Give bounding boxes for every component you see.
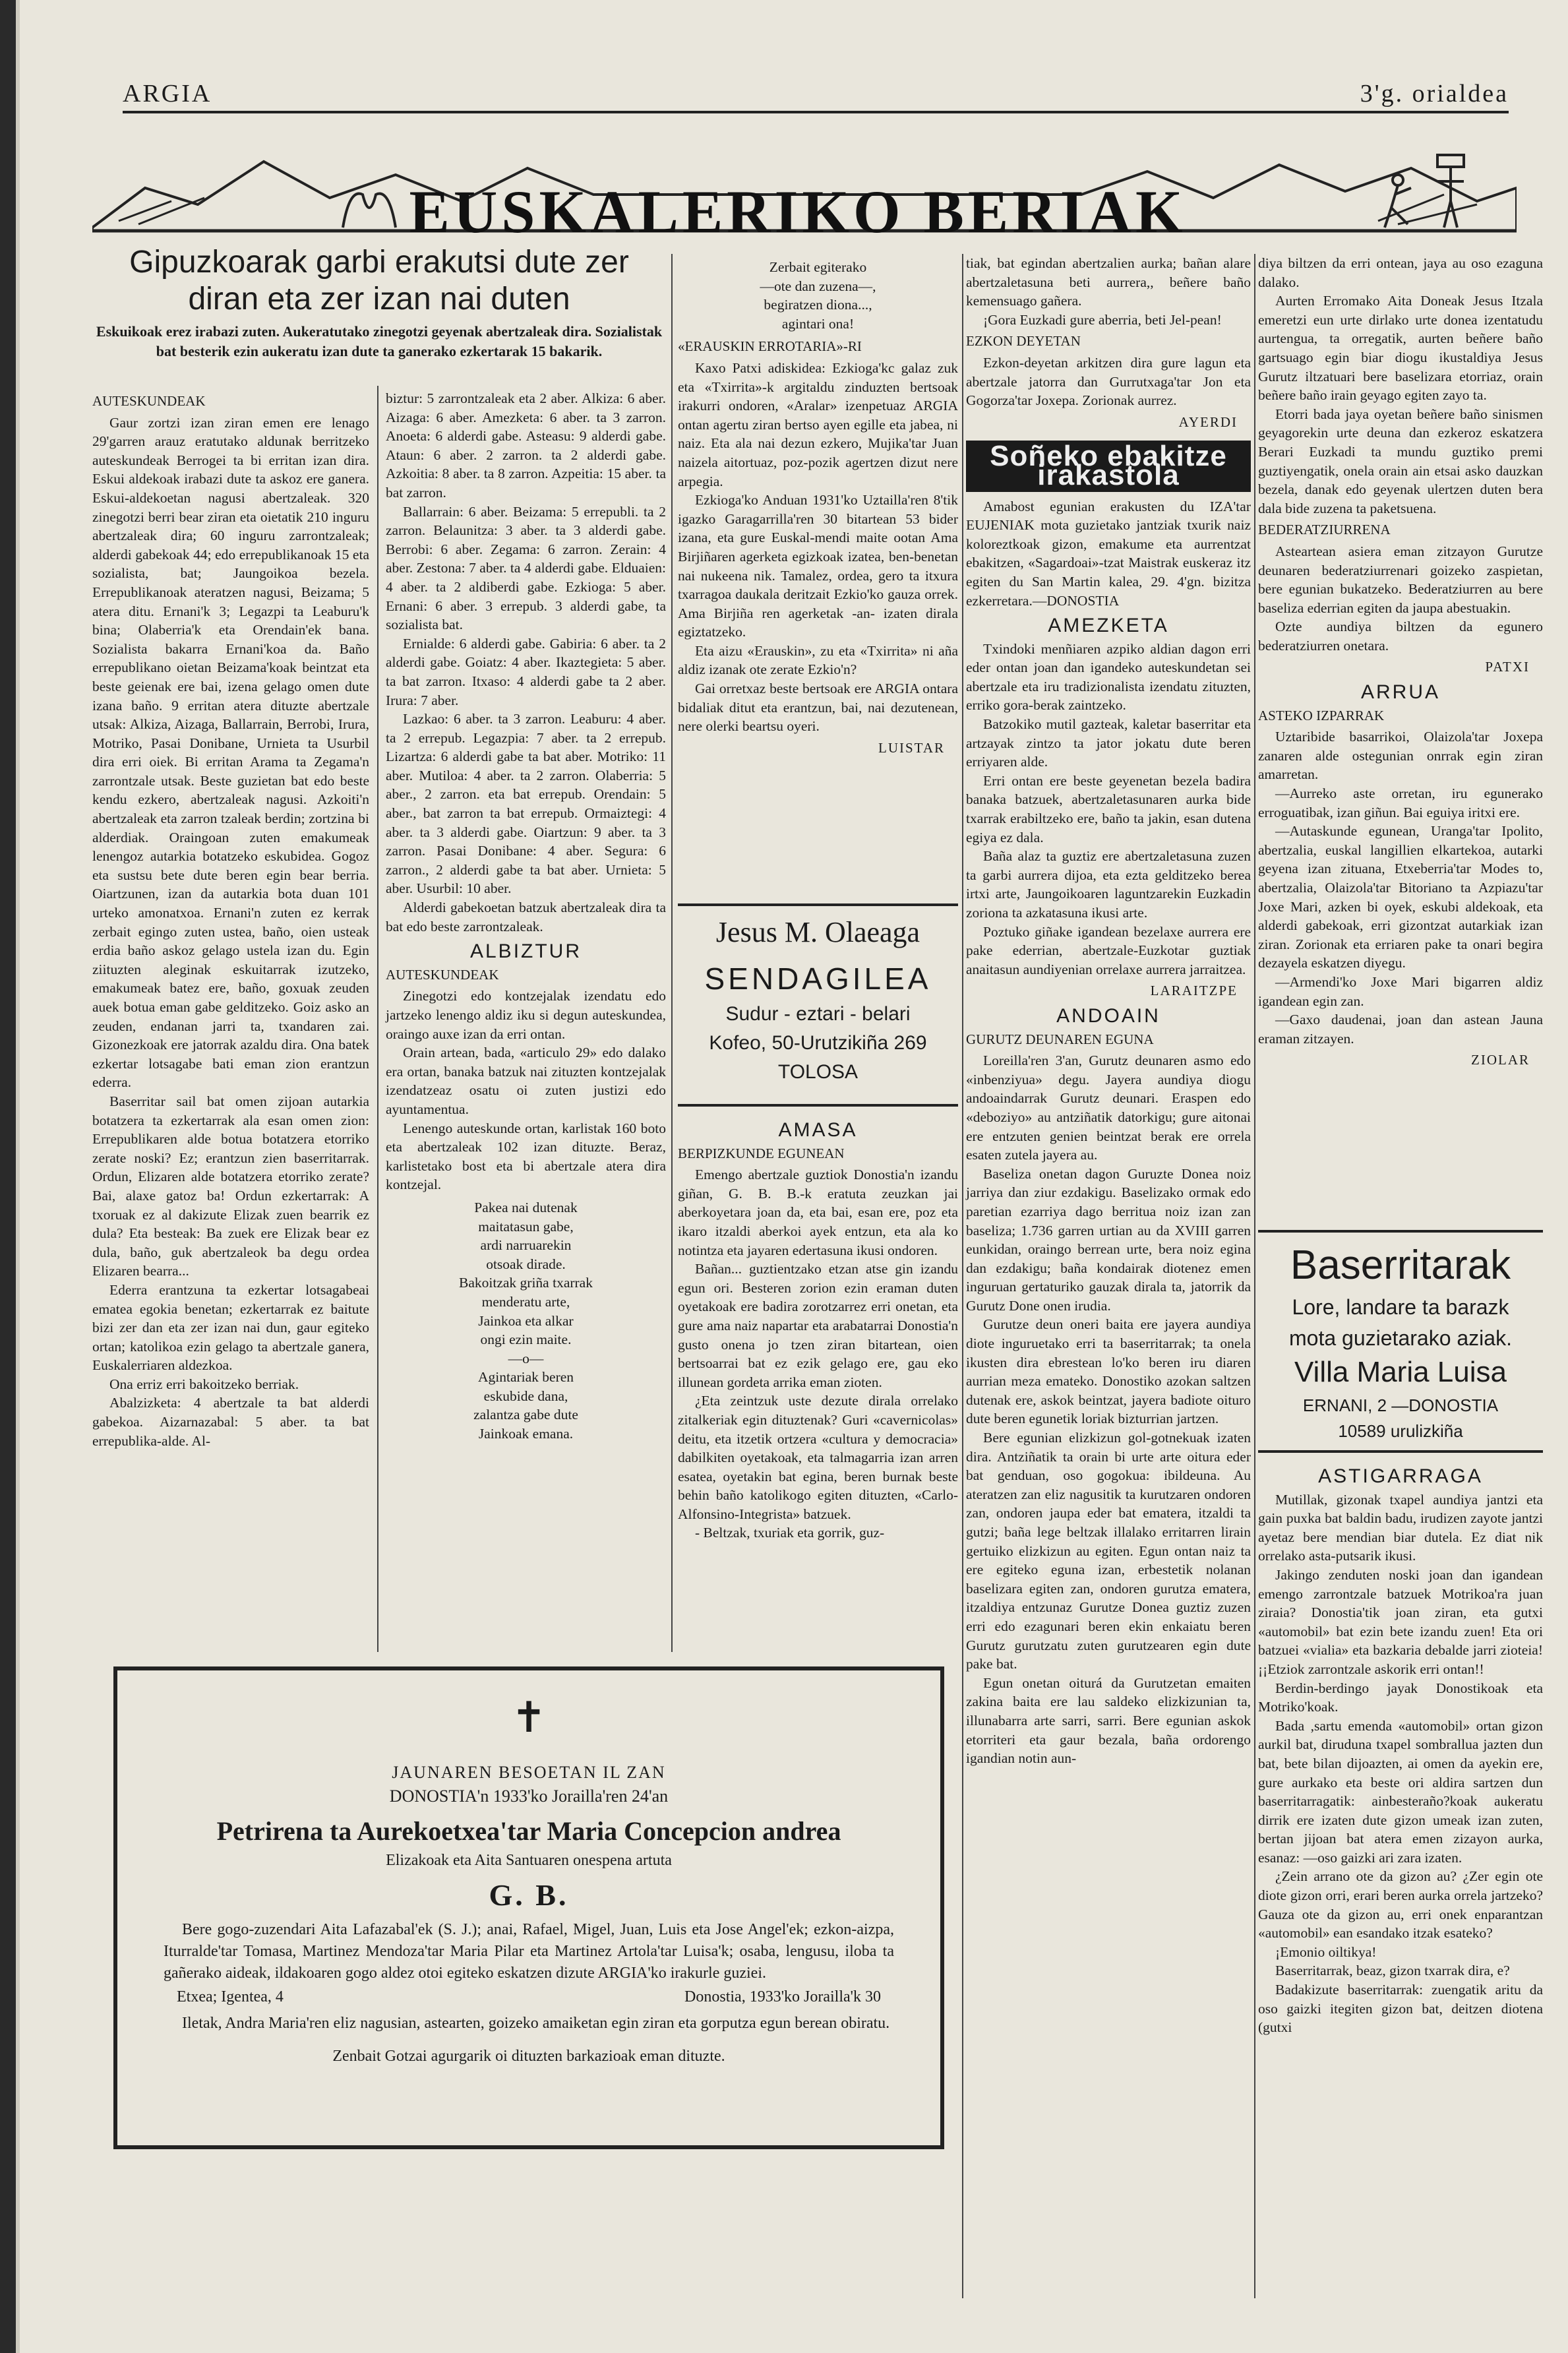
paragraph: Badakizute baserritarrak: zuengatik aritu da oso gaizki itegiten gizon bat, deitzen diotena (gutxi <box>1258 1982 1543 2036</box>
paragraph: Baña alaz ta guztiz ere abertzaletasuna zuzen ta garbi aurrera dijoa, eta ezta gelditzeko berea irtxi arte, Jaungoikoaren laguntzarekin Euzkadin zoriona ta azkatasuna ikusi arte. <box>966 848 1251 921</box>
section-title-albiztur: ALBIZTUR <box>469 940 582 963</box>
ad-seeds-shop: Villa Maria Luisa <box>1294 1356 1507 1388</box>
column-1 <box>92 389 369 1450</box>
obituary-name: Petrirena ta Aurekoetxea'tar Maria Concepcion andrea <box>216 1816 841 1846</box>
paragraph: ¿Eta zeintzuk uste dezute dirala orrelako zitalkeriak egin dituztenak? Guri «cavernicolas» deitu, eta itzetik ortzera «cultura y democracia» dabilkiten oyetakoak, eta talmagarria izan arren esatea, oyetakin bat egina, beren burnak beste behin baño katolikogo egiten dituzten, «Carlo-Alfonsino-Integrista» batzuek. <box>678 1393 958 1522</box>
running-head-title: ARGIA <box>123 80 212 107</box>
column-divider <box>962 254 963 2298</box>
ad-doctor-specialty: Sudur - eztari - belari <box>725 1003 911 1025</box>
obituary-address-row <box>164 1988 894 2006</box>
paragraph: Ballarrain: 6 aber. Beizama: 5 errepubli. ta 2 zarron. Belaunitza: 3 aber. ta 3 alderdi gabe. Berrobi: 6 aber. Zegama: 6 zarron. Zerain: 4 aber. Zestona: 7 aber. ta 4 alderdi gabe. Elduaien: 4 aber. ta 2 aldiberdi gabe. Ezkioga: 5 aber. Ernani: 6 aber. 3 errepub. 3 alderdi gabe, ta sozialista bat. <box>386 503 666 633</box>
paragraph: Eta aizu «Erauskin», zu eta «Txirrita» ni aña aldiz izanak ote zerate Ezkio'n? <box>678 642 958 678</box>
cross-icon: ✝ <box>511 1694 547 1741</box>
section-title-arrua: ARRUA <box>1360 681 1440 704</box>
paragraph: Ozte aundiya biltzen da egunero bederatziurren onetara. <box>1258 619 1543 654</box>
paragraph: Zinegotzi edo kontzejalak izendatu edo jartzeko lenengo aldiz iku si degun auteskundea, oraingo auxe izan da erri ontan. <box>386 988 666 1042</box>
paragraph: Etorri bada jaya oyetan beñere baño sinismen geyagorekin urte deuna dan ezkeroz eskatzera Berari Euzkadi ta mundu guztiko premi guztiyengatik, onela orain ain etsai asko dauzkan bezela, danak edo geyenak ulertzen duten bera dala bide zuzena ta paketsuena. <box>1258 406 1543 516</box>
ad-seeds-title: Baserritarak <box>1290 1242 1511 1288</box>
paragraph: diya biltzen da erri ontean, jaya au oso ezaguna dalako. <box>1258 255 1543 290</box>
poem-line: begiratzen diona..., <box>764 297 872 313</box>
paragraph: Mutillak, gizonak txapel aundiya jantzi eta gain puxka bat baldin badu, irudizen zayote jantzi ayetaz bere mendian biar dutela. Ez diat nik orrelako asta-putsarik ikusi. <box>1258 1491 1543 1564</box>
header-rule <box>123 111 1509 113</box>
ad-doctor-address: Kofeo, 50-Urutzikiña 269 <box>709 1032 927 1054</box>
paragraph: Egun onetan oiturá da Gurutzetan emaiten zakina baita ere lau saldeko elizkizunian ta, illunabarra arte sarri, sarri. Bere egunian askok etorriteri eta gaur bezala, baña ordorengo igandian notin aun- <box>966 1674 1251 1767</box>
soneko-ad-title: Soñeko ebakitze irakastola <box>966 441 1251 491</box>
poem-line: zalantza gabe dute <box>473 1407 578 1423</box>
obituary-date: Donostia, 1933'ko Jorailla'k 30 <box>684 1988 881 2005</box>
paragraph: Gai orretxaz beste bertsoak ere ARGIA ontara bidaliak ditut eta erantzun, bai, nai dezutenean, nere olerki beartsu oyeri. <box>678 681 958 735</box>
paragraph: Batzokiko mutil gazteak, kaletar baserritar eta artzayak zintzo ta jator jokatu dute beren erriyaren alde. <box>966 716 1251 770</box>
poem-line: ardi narruarekin <box>480 1237 572 1254</box>
paragraph: Ezkon-deyetan arkitzen dira gure lagun eta abertzale jatorra dan Gurrutxaga'tar Jon eta Gogorza'tar Joxepa. Zorionak aurrez. <box>966 354 1251 409</box>
obituary-address: Etxea; Igentea, 4 <box>177 1988 284 2005</box>
section-title-ezkon: EZKON DEYETAN <box>966 333 1081 350</box>
paragraph: Kaxo Patxi adiskidea: Ezkioga'kc galaz zuk eta «Txirrita»-k argitaldu zinduzten bertsoak irakurri ondoren, «Aralar» izenpetuaz ARGIA ontan agertu ziran bertso ayen egille eta jabea, ni naiz. Eta ala nai dezun ezkero, Mujika'tar Juan naizela aitortuaz, poz-pozik agertzen dizut nere arpegia. <box>678 359 958 489</box>
poem-line: Jainkoa eta alkar <box>478 1312 574 1329</box>
advertisement-doctor <box>678 903 958 1107</box>
poem-line: Pakea nai dutenak <box>474 1199 578 1215</box>
paragraph: Erri ontan ere beste geyenetan bezela badira banaka batzuek, abertzaletasunaren aurka bide txarrak erabiltzeko ere, baño ta jakin, esan dutena egiya ez dala. <box>966 772 1251 845</box>
paragraph: Ederra erantzuna ta ezkertar lotsagabeai ematea egokia benetan; ezkertarrak ez baitute bizi zer dan eta zer izan nai dun, gaur egiteko ortan; katolikoa ezin gelago ta abertzale ganera, Euskalerriaren aldezkoa. <box>92 1281 369 1374</box>
paragraph: Ezkioga'ko Anduan 1931'ko Uztailla'ren 8'tik igazko Garagarrilla'ren 30 bitartean 53 bider izana, eta gure Euskal-mendi maite ootan Ama Birjiñaren agerketa egizkoak izatea, ben-benetan nai nukeena nik. Tamalez, ordea, gero ta itxura txarragoa daukala deritzait Ezkio'ko gauza orrek. Ama Birjiña ren agerketak -an- izaten dirala egiztatzeko. <box>678 492 958 640</box>
poem-line: agintari ona! <box>781 315 855 332</box>
ad-seeds-line: mota guzietarako aziak. <box>1289 1326 1512 1350</box>
paragraph: Txindoki menñiaren azpiko aldian dagon erri eder ontan joan dan igandeko auteskundetan sei abertzale eta iru tradizionalista izendatu zituzten, erriko gora-berak zaintzeko. <box>966 640 1251 714</box>
headline-title: Gipuzkoarak garbi erakutsi dute zer diran eta zer izan nai duten <box>129 245 629 317</box>
ad-seeds-line: Lore, landare ta barazk <box>1292 1295 1509 1319</box>
column-3 <box>678 254 958 762</box>
paragraph: Bere egunian elizkizun gol-gotnekuak izaten dira. Antziñatik ta orain bi urte arte oitura eder bat genduan, oso gogokua: ibildeuna. Au ateratzen zan eliz nagusitik ta kurutzaren ondoren zan, ondoren jaupa eder bat ematera, itzaldi ta gutzi; baña lege beltzak illalako erritarren lirain gertuiko elizkizun au egiten. Egun ontan naiz ta ere egiteko eguna izan, erbestetik nolanan baselizara egiten zan, ondoren gurutza ematera, itzaldiya entzunaz Gurutze Donea guztiz zuzen erri edo ezagunari beren ekin enkaiatu beren Gurutz gurutzatu zuten gurutzearen egin dute pake bat. <box>966 1430 1251 1672</box>
ad-doctor-title: SENDAGILEA <box>704 962 932 996</box>
banner-title: EUSKALERIKO BERIAK <box>409 178 1187 245</box>
column-divider <box>377 386 378 1652</box>
ad-seeds-phone: 10589 urulizkiña <box>1338 1421 1463 1441</box>
page-binding-shadow <box>16 0 20 2353</box>
column-divider <box>671 254 673 1652</box>
section-title-astigarraga: ASTIGARRAGA <box>1318 1465 1483 1487</box>
paragraph: Uztaribide basarrikoi, Olaizola'tar Joxepa zanaren alde ostegunian onrrak egin ziran amarretan. <box>1258 729 1543 783</box>
running-head-page: 3'g. orialdea <box>1360 80 1509 107</box>
paragraph: Baseliza onetan dagon Guruzte Donea noiz jarriya dan ziur ezdakigu. Baselizako ormak edo paretian ezarriya dago berritua noiz izan zan baseliza; 1.736 garren urtian au da XVIII garren eunkidan, oraingo berrean urte, bera noiz egina dan ezdakigu; baña kondairak diotenez emen inguruan gertaturiko gauzak dirala ta, jatorrik da Gurutz Done onen irudia. <box>966 1165 1251 1314</box>
paragraph: Lazkao: 6 aber. ta 3 zarron. Leaburu: 4 aber. ta 2 errepub. Legazpia: 7 aber. ta 2 errepub. Lizartza: 6 alderdi gabe ta bat aber. Motriko: 11 aber. Mutiloa: 4 aber. ta 2 zarron. Olaberria: 5 aber., 2 zarron. eta bat errepub. Orendain: 5 aber., bat zarron ta bat errepub. Ormaiztegi: 4 aber. ta 3 alderdi gabe. Oiartzun: 9 aber. ta 3 zarron. Pasai Donibane: 4 aber. Segura: 6 zarron., 2 alderdi gabe ta bat aber. Urnieta: 5 aber. Usurbil: 10 aber. <box>386 711 666 897</box>
paragraph: —Gaxo daudenai, joan dan astean Jauna eraman zitzayen. <box>1258 1012 1543 1047</box>
paragraph: Berdin-berdingo jayak Donostikoak eta Motriko'koak. <box>1258 1680 1543 1715</box>
section-subtitle: BERPIZKUNDE EGUNEAN <box>678 1145 845 1161</box>
ad-doctor-city: TOLOSA <box>777 1061 859 1083</box>
ad-seeds-address: ERNANI, 2 —DONOSTIA <box>1302 1395 1499 1415</box>
paragraph: Gaur zortzi izan ziran emen ere lenago 29'garren arauz eratutako aldunak berritzeko auteskundeak Berrogei ta bi erritan izan dira. Eskui aldekoak irabazi dute ta askoz ere ganera. Eskui-aldekoetan nagusi abertzaleak. 320 zinegotzi berri bear ziran eta oietatik 210 inguru abertzaleak dira; 60 inguru zarrontzaleak; alderdi gabekoak 44; edo errepublikanoak 15 eta sozialista, bat; Jaungoikoa bezela. Errepublikanoak ateratzen nagusi, Beizama; 5 atera ditu. Ernani'k 3; Legazpi ta Leaburu'k bina; Olaberria'k eta Orendain'ek bana. Sozialista bakarra Ernani'koa da. Baño errepublikano oietan Beizama'koak beintzat eta beste geienak ere bai, izena gelago omen dute izana baño. 9 erritan atera dituzte abertzale utsak: Alkiza, Aizaga, Ballarrain, Berrobi, Irura, Motriko, Pasai Donibane, Urnieta ta Usurbil dira erri oiek. Bi erritan Arama ta Zegama'n zarrontzale utsak. Beste guzietan bat edo beste kendu ezkero, abertzaleak nagusi. Azkoiti'n abertzaleak eta zarron tzaleak berdin; zortzina bi alderdiak. Oraingoan zuten emakumeak lenengoz autarkia botatzeko eskubidea. Gogoz eta sustsu bete dute beren egin bear berria. Oiartzunen, izan da autarkia bota duan 101 urteko amonatxoa. Ernani'n zuten ez kerrak zerbait egingo zuten ustea, baño, oien usteak erdia baño askoz gelago ustela izan du. Egin ziituzten aleginak eskuitarrak izutzeko, emakumeak batez ere, baño, goxuak zeuden auek botua eman gabe gelditzeko. Goiz asko an zeuden, endanan jarri ta, txandaren zai. Gizonezkoak ere jatorrak azaldu dira. Ona batek ezkertar lotsagabe bati eman zion erantzun ederra. <box>92 414 369 1091</box>
section-title-amasa: AMASA <box>778 1119 858 1141</box>
paragraph: Abalzizketa: 4 abertzale ta bat alderdi gabekoa. Aizarnazabal: 5 aber. ta bat errepublika-alde. Al- <box>92 1395 369 1449</box>
section-subtitle: GURUTZ DEUNAREN EGUNA <box>966 1031 1154 1047</box>
obituary-body: Bere gogo-zuzendari Aita Lafazabal'ek (S. J.); anai, Rafael, Migel, Juan, Luis eta Jose Angel'ek; ezkon-aizpa, Iturralde'tar Tomasa, Martinez Mendoza'tar Maria Pilar eta Martinez Artola'tar Luisa'k; osaba, lengusu, iloba ta gañerako aideak, ildakoaren gogo aldez otoi egiteko eskatzen dizute ARGIA'ko irakurle guziei. <box>164 1921 894 1982</box>
section-title-bederatziurrena: BEDERATZIURRENA <box>1258 522 1391 538</box>
poem-line: eskubide dana, <box>483 1388 568 1404</box>
poem <box>678 258 958 333</box>
column-3-lower <box>678 1115 958 1543</box>
paragraph: Ona erriz erri bakoitzeko berriak. <box>109 1376 299 1392</box>
signature: LARAITZPE <box>1150 983 1238 999</box>
section-title-andoain: ANDOAIN <box>1056 1004 1161 1027</box>
paragraph: Loreilla'ren 3'an, Gurutz deunaren asmo edo «inbenziyua» degu. Jayera aundiya diogu andoaindarrak Gurutz deunari. Eraspen edo «deboziyo» au antziñatik datorkigu; gure aitonai ere entzuten genien beintzat berak ere orrela esaten zutela jayera au. <box>966 1053 1251 1163</box>
advertisement-seeds <box>1258 1230 1543 1453</box>
poem-line: —ote dan zuzena—, <box>760 278 876 294</box>
paragraph: Amabost egunian erakusten du IZA'tar EUJENIAK mota guzietako jantziak txurik naiz koloreztkoak gizon, emakume eta aurrentzat ebakitzen, «Sagardoai»-tzat Maistrak euskeraz itz egiten du San Martin kalea, 29. 4'gn. bizitza ezkerretara.—DONOSTIA <box>966 498 1251 609</box>
paragraph: Lenengo auteskunde ortan, karlistak 160 boto eta abertzaleak 102 izan dituzte. Beraz, karlistetako bost eta bi abertzale atera dira kontzejal. <box>386 1120 666 1193</box>
column-4 <box>966 254 1251 1768</box>
paragraph: Ernialde: 6 alderdi gabe. Gabiria: 6 aber. ta 2 alderdi gabe. Goiatz: 4 aber. Ikaztegieta: 5 aber. ta bat zarron. Itxaso: 4 alderdi gabe ta 2 aber. Irura: 7 aber. <box>386 635 666 708</box>
paragraph: Poztuko giñake igandean bezelaxe aurrera ere pake ederrian, abertzale-Euzkotar guztiak anaitasun aundiyenian orrelaxe aurrera jarraitzea. <box>966 923 1251 977</box>
section-title-erauskin: «ERAUSKIN ERROTARIA»-RI <box>678 338 862 355</box>
paragraph: tiak, bat egindan abertzalien aurka; bañan alare abertzaletasuna beti aurrera,, beñere baño kemensuago gañera. <box>966 255 1251 309</box>
paragraph: Asteartean asiera eman zitzayon Gurutze deunaren bederatziurrenari goizeko zaspietan, bere egunian bukatzeko. Bederatziurren au bere baseliza ederrian egiten da jaupa abestuakin. <box>1258 543 1543 616</box>
paragraph: Emengo abertzale guztiok Donostia'n izandu giñan, G. B. B.-k eratuta zeuzkan jai aberkoyetara joan da, eta bai, esan ere, poz eta ikaro itzaldi aberkoi ayek entzun, eta ala ko notintza eta jayaren edertasuna ikusi ondoren. <box>678 1167 958 1258</box>
poem-line: ongi ezin maite. <box>480 1331 572 1348</box>
obituary-line: JAUNAREN BESOETAN IL ZAN <box>392 1763 666 1782</box>
poem-line: Jainkoak emana. <box>478 1426 574 1442</box>
lead-headline <box>92 244 666 361</box>
section-subtitle: AUTESKUNDEAK <box>92 393 206 409</box>
signature: PATXI <box>1485 659 1530 675</box>
paragraph: - Beltzak, txuriak eta gorrik, guz- <box>695 1525 885 1541</box>
poem <box>386 1198 666 1444</box>
signature: LUISTAR <box>878 739 945 756</box>
obituary-footer: Zenbait Gotzai agurgarik oi dituzten barkazioak eman dituzte. <box>332 2048 725 2065</box>
paragraph: ¡Gora Euzkadi gure aberria, beti Jel-pean! <box>983 311 1222 328</box>
poem-line: otsoak dirade. <box>486 1256 566 1272</box>
column-2 <box>386 389 666 1448</box>
signature: ZIOLAR <box>1471 1052 1530 1068</box>
poem-line: Bakoitzak griña txarrak <box>459 1275 593 1291</box>
paragraph: Baserritarrak, beaz, gizon txarrak dira, e? <box>1275 1963 1510 1979</box>
paragraph: ¡Emonio oiltikya! <box>1275 1943 1377 1960</box>
column-5-lower <box>1258 1461 1543 2037</box>
obituary-rip: G. B. <box>489 1878 569 1912</box>
paragraph: —Armendi'ko Joxe Mari bigarren aldiz igandean egin zan. <box>1258 973 1543 1009</box>
paragraph: —Autaskunde egunean, Uranga'tar Ipolito, abertzalia, euskal langillien elkartekoa, autarki geyena izan zituana, Etxeberria'tar Modes to, abertzalia, Olaizola'tar Bitoriano ta Azpiazu'tar Joxe Mari, azken bi oyek, eskubi aldekoak, eta alderdi gabekoak, erri gizontzat autarkiak izan ziran. Zorionak eta erriaren pake ta onari begira dezayela eskatzen diyegu. <box>1258 823 1543 971</box>
runner-figure <box>1385 175 1411 228</box>
column-divider <box>1254 254 1255 2298</box>
poem-line: maitatasun gabe, <box>478 1218 574 1235</box>
obituary-line: DONOSTIA'n 1933'ko Jorailla'ren 24'an <box>389 1787 669 1806</box>
paragraph: —Aurreko aste orretan, iru egunerako erroguatibak, izan giñun. Bai eguiya iritxi ere. <box>1258 785 1543 820</box>
poem-line: Zerbait egiterako <box>769 259 867 275</box>
section-subtitle: ASTEKO IZPARRAK <box>1258 707 1385 723</box>
paragraph: Baserritar sail bat omen zijoan autarkia botatzera ta ezkertarrak ala esan omen zion: Errepublikaren alde botua botatzera etorriko zerate noski? Ez; erantzun zien baserritarrak. Ordun, Elizaren alde botatzera etorriko zerate? Bai, alaxe gatoz ba! Ordun ezkertarrak: A txoruak ez al dakizute Elizak zuen bearrik ez dula? Eta besteak: Ba zuek ere Elizak bear ez dula, baño, guk abertzaleok ba degu ordea Elizaren bearra... <box>92 1093 369 1279</box>
column-5 <box>1258 254 1543 1075</box>
paragraph: biztur: 5 zarrontzaleak eta 2 aber. Alkiza: 6 aber. Aizaga: 6 aber. Amezketa: 6 aber. ta 3 zarron. Anoeta: 6 alderdi gabe. Asteasu: 9 alderdi gabe. Ataun: 6 aber. 2 zarron. ta 2 alderdi gabe. Azkoitia: 8 aber. ta 8 zarron. Azpeitia: 15 aber. ta bat zarron. <box>386 390 666 501</box>
paragraph: Orain artean, bada, «articulo 29» edo dalako era ortan, banaka batzuk nai zituzten kontzejalak izendatzeaz osatu oi zuten justizi edo ayuntamentua. <box>386 1045 666 1117</box>
obituary-notice <box>113 1666 944 2149</box>
obituary-body: Iletak, Andra Maria'ren eliz nagusian, astearten, goizeko amaiketan egin ziran eta gorputza egun berean obiratu. <box>182 2015 890 2032</box>
section-title-amezketa: AMEZKETA <box>1048 615 1169 637</box>
obituary-line: Elizakoak eta Aita Santuaren onespena artuta <box>386 1852 672 1869</box>
paragraph: Alderdi gabekoetan batzuk abertzaleak dira ta bat edo beste zarrontzaleak. <box>386 900 666 934</box>
poem-separator: —o— <box>508 1350 544 1366</box>
section-subtitle: AUTESKUNDEAK <box>386 966 499 983</box>
paragraph: Jakingo zenduten noski joan dan igandean emengo zarrontzale batzuek Motrikoa'ra juan ziraia? Donostia'tik joan ziran, eta gutxi «automobil» bat ezin bete izandu zuen! Eta ori batzuei «vialia» eta bazkaria debalde jarri zioteia! ¡¡Etziok zarrontzale askorik erri ontan!! <box>1258 1566 1543 1677</box>
paragraph: ¿Zein arrano ote da gizon au? ¿Zer egin ote diote gizon orri, erari beren aurka orrela jartzeko? Gauza ote da gizon au, erri onek enparantzan «automobil» ean esandako itzak esateko? <box>1258 1868 1543 1941</box>
paragraph: Bañan... guztientzako etzan atse gin izandu egun ori. Besteren zorion ezin eraman duten oyetakoak ere badira zorotzarrez erri onetan, eta gure ama naiz napartar eta arabatarrai Donostia'n gusto onena jo tzen ziran bitartean, oien bertsoarrai bat ez ezik gelago ere, gau eko illunean gordeta arrika eman zioten. <box>678 1261 958 1390</box>
ad-doctor-name: Jesus M. Olaeaga <box>715 916 920 948</box>
page-binding-edge <box>0 0 16 2353</box>
paragraph: Gurutze deun oneri baita ere jayera aundiya diote inguruetako erri ta baserritarrak; ta onela ikusten dira ebrestean lo'ko beren iru diaren aurrian meza emateko. Donostiko azokan saltzen dutenak ere, askok beintzat, jayera badiote oituro dute beren egunetik loriak bizturrian jartzen. <box>966 1316 1251 1427</box>
poem-line: menderatu arte, <box>481 1293 570 1310</box>
paragraph: Bada ,sartu emenda «automobil» ortan gizon aurkil bat, diruduna txapel sombrallua jazten dun bat, bete bilan dijoazten, ai omen da ayekin ere, gure aurkako eta beste ori aldira sartzen dun baserritarragatik: ainbesteraño?koak aukeratu dirrik ere izaten dute gizon umeak izan zuten, bertan jijoan bat atera emen zizayon aurka, esanaz: —oso gaizki ari zara izaten. <box>1258 1717 1543 1866</box>
signature: AYERDI <box>1178 413 1238 430</box>
headline-subtitle: Eskuikoak erez irabazi zuten. Aukeratutako zinegotzi geyenak abertzaleak dira. Sozialistak bat besterik ezin aukeratu izan dute ta ganerako ezkertarak 15 bakarik. <box>96 323 663 359</box>
poem-line: Agintariak beren <box>477 1369 574 1386</box>
paragraph: Aurten Erromako Aita Doneak Jesus Itzala emeretzi eun urte dirlako urte donea izentatudu aurtengua, ta orregatik, aurten beñere baño gartsuago egin biar diogu ikustaldiya Jesus Gurutz iltzatuari bere baselizara etorriaz, orain beñere baño irain geyago egiten zayo ta. <box>1258 293 1543 404</box>
